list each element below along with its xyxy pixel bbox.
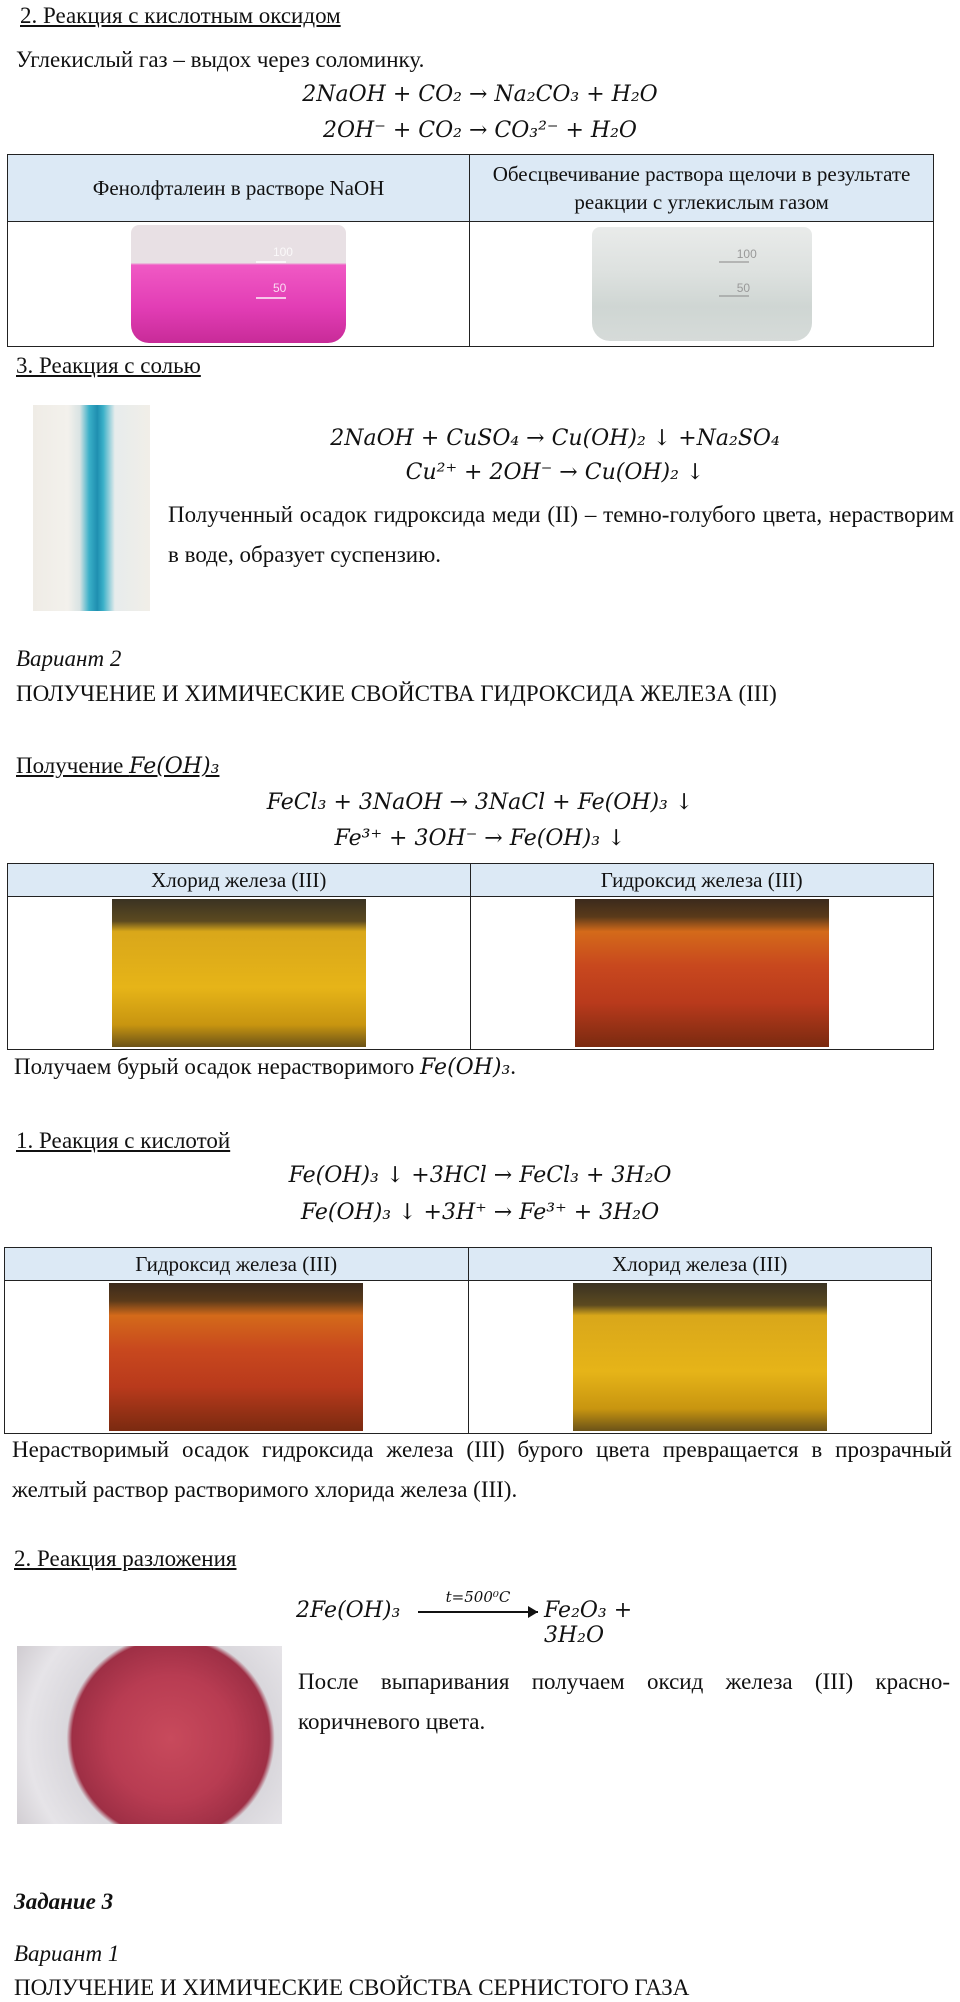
- experiment-table-1: [7, 154, 934, 347]
- table-header-cell: Хлорид железа (III): [468, 1248, 932, 1281]
- experiment-table-2: [7, 863, 934, 1050]
- result-description: Полученный осадок гидроксида меди (II) – темно-голубого цвета, нерастворим в воде, образует суспензию.: [168, 502, 954, 567]
- experiment-table-3: [4, 1247, 932, 1434]
- table-image-cell: [5, 1281, 469, 1434]
- table-image-cell: [8, 222, 470, 347]
- equation-ionic: Fe(OH)₃ ↓ +3H⁺ → Fe³⁺ + 3H₂O: [300, 1200, 660, 1225]
- table-image-cell: [468, 1281, 932, 1434]
- equation-molecular: 2NaOH + CO₂ → Na₂CO₃ + H₂O: [302, 82, 658, 107]
- table-header-cell: Обесцвечивание раствора щелочи в результате реакции с углекислым газом: [470, 155, 934, 222]
- equation-molecular: Fe(OH)₃ ↓ +3HCl → FeCl₃ + 3H₂O: [288, 1163, 672, 1188]
- equation-ionic: Cu²⁺ + 2OH⁻ → Cu(OH)₂ ↓: [405, 460, 705, 485]
- iron-oxide-powder-photo: [17, 1646, 282, 1824]
- brown-precipitate-photo: [109, 1283, 363, 1431]
- section-heading-acid-oxide: 2. Реакция с кислотным оксидом: [20, 3, 341, 28]
- result-description: Получаем бурый осадок нерастворимого Fe(OH)₃.: [14, 1054, 517, 1080]
- table-image-cell: [470, 222, 934, 347]
- equation-ionic: Fe³⁺ + 3OH⁻ → Fe(OH)₃ ↓: [334, 826, 626, 851]
- task-label: Задание 3: [14, 1889, 114, 1914]
- equation-molecular: 2NaOH + CuSO₄ → Cu(OH)₂ ↓ +Na₂SO₄: [330, 426, 780, 451]
- reaction-arrow: [418, 1611, 538, 1613]
- variant-label: Вариант 1: [14, 1941, 120, 1966]
- result-description: После выпаривания получаем оксид железа (III) красно-коричневого цвета.: [298, 1669, 950, 1734]
- variant-label: Вариант 2: [16, 646, 122, 671]
- table-header-cell: Гидроксид железа (III): [470, 864, 934, 897]
- table-header-cell: Фенолфталеин в растворе NaOH: [8, 155, 470, 222]
- intro-text: Углекислый газ – выдох через соломинку.: [16, 47, 425, 72]
- variant-title: ПОЛУЧЕНИЕ И ХИМИЧЕСКИЕ СВОЙСТВА ГИДРОКСИДА ЖЕЛЕЗА (III): [16, 681, 777, 706]
- pink-flask-photo: 100 50: [131, 225, 346, 343]
- yellow-solution-photo: [112, 899, 366, 1047]
- section-heading-preparation: Получение Fe(OH)₃: [16, 753, 220, 779]
- clear-flask-photo: 100 50: [592, 227, 812, 341]
- table-image-cell: [8, 897, 471, 1050]
- table-header-cell: Хлорид железа (III): [8, 864, 471, 897]
- section-heading-salt: 3. Реакция с солью: [16, 353, 201, 378]
- section-heading-decomposition: 2. Реакция разложения: [14, 1546, 237, 1571]
- table-header-cell: Гидроксид железа (III): [5, 1248, 469, 1281]
- equation-decomposition: 2Fe(OH)₃ t=500⁰C Fe₂O₃ + 3H₂O: [296, 1588, 633, 1648]
- equation-ionic: 2OH⁻ + CO₂ → CO₃²⁻ + H₂O: [323, 118, 637, 143]
- result-description: Нерастворимый осадок гидроксида железа (III) бурого цвета превращается в прозрачный желтый раствор растворимого хлорида железа (III).: [12, 1437, 952, 1502]
- equation-molecular: FeCl₃ + 3NaOH → 3NaCl + Fe(OH)₃ ↓: [266, 790, 694, 815]
- brown-precipitate-photo: [575, 899, 829, 1047]
- table-image-cell: [470, 897, 934, 1050]
- variant-title: ПОЛУЧЕНИЕ И ХИМИЧЕСКИЕ СВОЙСТВА СЕРНИСТОГО ГАЗА: [14, 1975, 690, 2000]
- test-tube-photo: [33, 405, 150, 611]
- yellow-solution-photo: [573, 1283, 827, 1431]
- section-heading-acid: 1. Реакция с кислотой: [16, 1128, 231, 1153]
